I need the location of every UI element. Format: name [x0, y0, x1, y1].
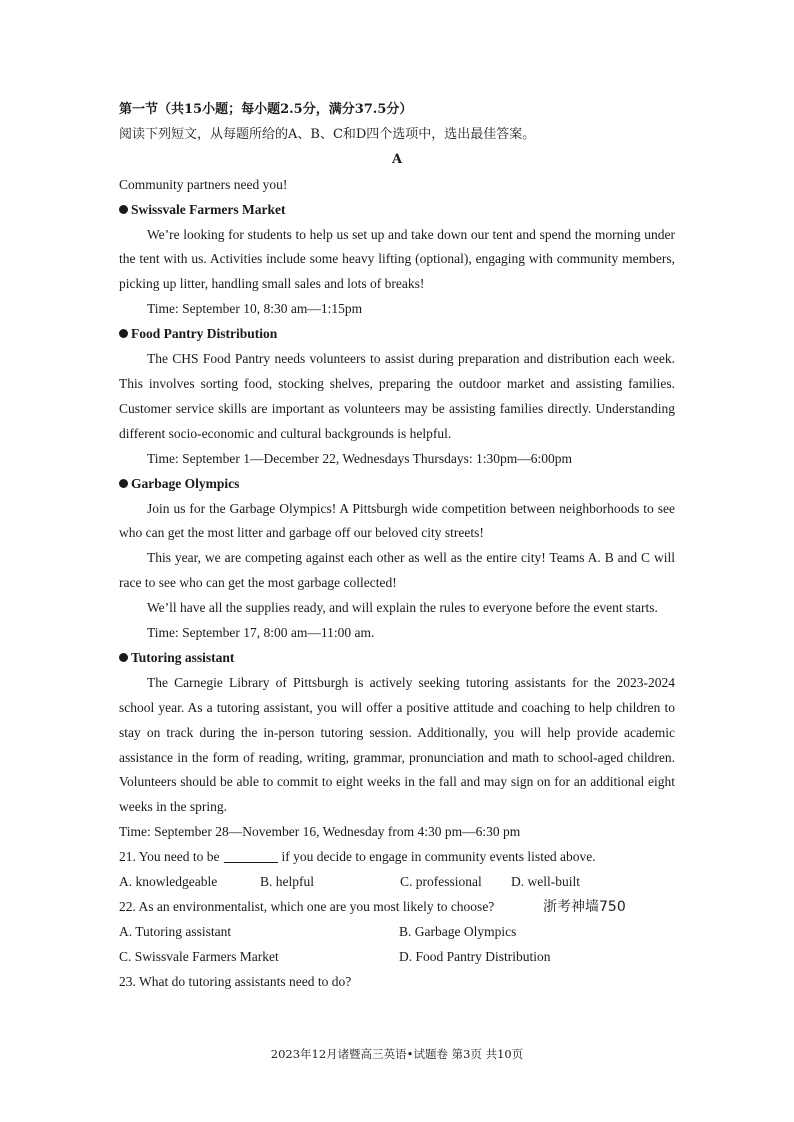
item-time: Time: September 17, 8:00 am—11:00 am. — [147, 625, 375, 641]
passage-label: A — [391, 151, 403, 167]
item-paragraph: We’re looking for students to help us set up and take down our tent and spend the morning under the tent with us. Activities include some heavy lifting (optional), engaging with community members, picking up litter, handling small sales and lots of breaks! — [119, 226, 675, 292]
question-22-options-row2 — [119, 945, 675, 970]
question-22: 22. As an environmentalist, which one are you most likely to choose? 浙考神墙750 — [119, 895, 675, 920]
question-21: 21. You need to be if you decide to engage in community events listed above. — [119, 849, 596, 865]
item-heading-tutoring: Tutoring assistant — [119, 646, 675, 671]
item-paragraph: The Carnegie Library of Pittsburgh is actively seeking tutoring assistants for the 2023-2024 school year. As a tutoring assistant, you will offer a positive attitude and coaching to help children to stay on track during the in-person tutoring session. Additionally, you will help provide academic assistance in the form of reading, writing, grammar, pronunciation and math to school-aged children. Volunteers should be able to commit to eight weeks in the fall and may sign on for an additional eight weeks in the spring. — [119, 674, 675, 815]
question-22-options-row1 — [119, 920, 675, 945]
option-a: A. knowledgeable — [119, 874, 218, 890]
bullet-icon — [119, 329, 128, 338]
item-time: Time: September 28—November 16, Wednesday from 4:30 pm—6:30 pm — [119, 824, 521, 840]
answer-blank — [224, 849, 278, 863]
item-paragraph: This year, we are competing against each other as well as the entire city! Teams A. B and C will race to see who can get the most garbage collected! — [119, 550, 675, 591]
bullet-icon — [119, 479, 128, 488]
option-d: D. well-built — [511, 874, 580, 890]
option-b: B. helpful — [260, 874, 314, 890]
section-title: 第一节（共15小题；每小题2.5分，满分37.5分） — [119, 102, 413, 117]
bullet-icon — [119, 205, 128, 214]
page-footer: 2023年12月诸暨高三英语•试题卷 第3页 共10页 — [270, 1047, 524, 1061]
question-21-options — [119, 870, 675, 895]
option-c: C. professional — [400, 874, 482, 890]
option-c: C. Swissvale Farmers Market — [119, 948, 279, 964]
option-b: B. Garbage Olympics — [399, 923, 517, 939]
watermark: 浙考神墙750 — [543, 899, 626, 915]
exam-page — [119, 98, 675, 995]
item-heading-garbage-olympics: Garbage Olympics — [119, 472, 675, 497]
section-instruction: 阅读下列短文，从每题所给的A、B、C和D四个选项中，选出最佳答案。 — [119, 126, 536, 142]
item-paragraph: We’ll have all the supplies ready, and will explain the rules to everyone before the event starts. — [147, 600, 658, 616]
item-time: Time: September 10, 8:30 am—1:15pm — [147, 301, 363, 317]
item-paragraph: Join us for the Garbage Olympics! A Pittsburgh wide competition between neighborhoods to see who can get the most litter and garbage off our beloved city streets! — [119, 500, 675, 541]
item-heading-swissvale: Swissvale Farmers Market — [119, 198, 675, 223]
passage-intro: Community partners need you! — [119, 176, 288, 192]
question-23: 23. What do tutoring assistants need to do? — [119, 973, 352, 989]
item-paragraph: The CHS Food Pantry needs volunteers to assist during preparation and distribution each week. This involves sorting food, stocking shelves, preparing the outdoor market and assisting families. Customer service skills are important as volunteers may be assisting families directly. Understanding different socio-economic and cultural backgrounds is helpful. — [119, 351, 675, 441]
item-heading-food-pantry: Food Pantry Distribution — [119, 322, 675, 347]
option-a: A. Tutoring assistant — [119, 923, 232, 939]
item-time: Time: September 1—December 22, Wednesdays Thursdays: 1:30pm—6:00pm — [147, 450, 572, 466]
option-d: D. Food Pantry Distribution — [399, 948, 551, 964]
bullet-icon — [119, 653, 128, 662]
